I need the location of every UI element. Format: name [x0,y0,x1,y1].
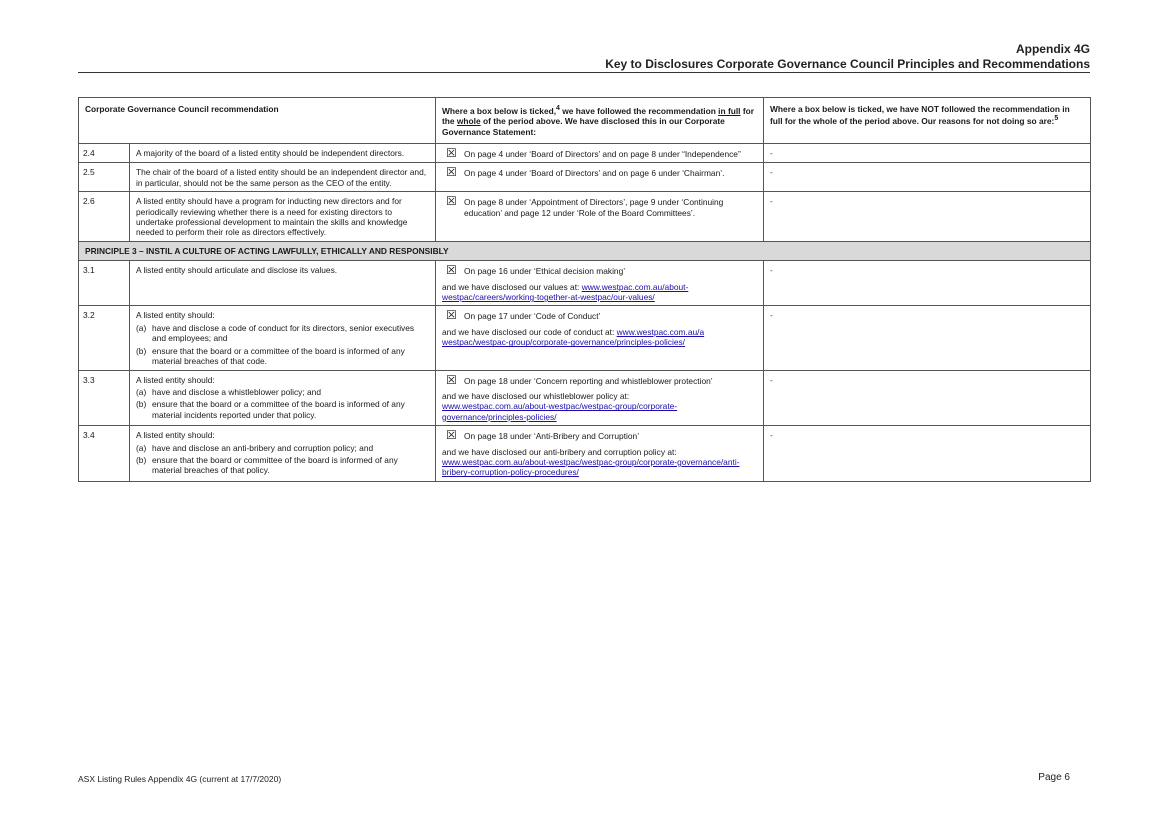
reason-cell: - [764,306,1091,370]
header-recommendation: Corporate Governance Council recommendation [79,98,436,144]
header-followed-text: of the period above. We have disclosed this in our Corporate Governance Statement: [442,116,725,137]
reason-cell: - [764,163,1091,192]
ticked-text: On page 18 under ‘Concern reporting and whistleblower protection’ [464,375,713,386]
code-of-conduct-link-part1[interactable]: www.westpac.com.au/a [616,326,705,337]
ticked-text: On page 17 under ‘Code of Conduct’ [464,311,601,322]
checked-box-icon: ☒ [446,308,457,323]
rec-intro: A listed entity should: [136,430,215,441]
checked-box-icon: ☒ [446,372,457,387]
disclosure-note [442,447,757,478]
ticked-text: On page 18 under ‘Anti-Bribery and Corruption’ [464,431,640,442]
followed-cell [436,192,764,242]
table-row [79,144,1091,163]
rec-intro: A listed entity should: [136,310,215,321]
document-title: Key to Disclosures Corporate Governance Council Principles and Recommendations [605,57,1090,71]
reason-cell: - [764,192,1091,242]
header-followed-text: Where a box below is ticked, [442,105,557,116]
header-followed-text: for the [442,105,754,127]
principle-3-heading: PRINCIPLE 3 – INSTIL A CULTURE OF ACTING LAWFULLY, ETHICALLY AND RESPONSIBLY [79,241,1091,260]
rec-item-b [136,399,429,420]
header-divider [78,72,1090,73]
item-text: have and disclose an anti-bribery and corruption policy; and [152,442,374,453]
values-link[interactable]: www.westpac.com.au/about-westpac/careers/working-together-at-westpac/our-values/ [442,281,689,303]
followed-cell [436,306,764,370]
item-text: ensure that the board or a committee of the board is informed of any material incidents reported under that policy. [152,399,405,420]
disclosure-text: and we have disclosed our anti-bribery and corruption policy at: [442,446,677,457]
header-underline-full: in full [718,105,741,116]
rec-text [130,306,436,370]
rec-item-b [136,346,429,367]
ticked-text: On page 4 under ‘Board of Directors’ and on page 6 under ‘Chairman’. [464,168,725,179]
followed-cell [436,163,764,192]
principle-3-row [79,241,1091,260]
rec-text: The chair of the board of a listed entity should be an independent director and, in particular, should not be the same person as the CEO of the entity. [130,163,436,192]
rec-number: 3.1 [79,261,130,306]
checked-box-icon: ☒ [446,146,457,161]
rec-item-b [136,455,429,476]
rec-number: 2.4 [79,144,130,163]
footnote-5: 5 [1054,115,1059,123]
header-followed-text: we have followed the recommendation [559,105,719,116]
table-row [79,163,1091,192]
rec-number: 2.6 [79,192,130,242]
item-label: (a) [136,442,147,453]
header-followed [436,98,764,144]
followed-cell [436,426,764,482]
rec-item-a [136,443,429,453]
recommendations-table [78,97,1091,482]
ticked-text: On page 8 under ‘Appointment of Directors’, page 9 under ‘Continuing education’ and page 12 under ‘Role of the Board Committees’. [464,197,724,218]
reason-cell: - [764,370,1091,426]
disclosure-note [442,391,757,422]
whistleblower-policy-link[interactable]: www.westpac.com.au/about-westpac/westpac-group/corporate-governance/principles-policies/ [442,401,678,422]
checked-box-icon: ☒ [446,428,457,443]
page-header [605,42,1090,72]
item-text: ensure that the board or a committee of the board is informed of any material breaches of that code. [152,345,405,367]
reason-cell: - [764,144,1091,163]
footnote-4: 4 [556,105,560,112]
rec-text [130,426,436,482]
reason-cell: - [764,261,1091,306]
checked-box-icon: ☒ [446,165,457,180]
header-underline-whole: whole [456,116,481,127]
rec-text: A listed entity should articulate and disclose its values. [130,261,436,306]
table-row [79,261,1091,306]
anti-bribery-policy-link[interactable]: www.westpac.com.au/about-westpac/westpac-group/corporate-governance/anti-bribery-corruption-policy-procedures/ [442,456,740,478]
reason-cell: - [764,426,1091,482]
rec-intro: A listed entity should: [136,374,215,385]
rec-number: 2.5 [79,163,130,192]
ticked-text: On page 16 under ‘Ethical decision making’ [464,266,626,277]
item-label: (a) [136,386,147,397]
disclosure-text: and we have disclosed our code of conduct at: [442,326,617,337]
item-label: (b) [136,399,147,410]
item-text: ensure that the board or committee of the board is informed of any material breaches of that policy. [152,454,398,476]
table-row [79,192,1091,242]
page-number: Page 6 [1038,772,1070,783]
followed-cell [436,261,764,306]
disclosure-text: and we have disclosed our whistleblower policy at: [442,390,630,401]
table-header-row [79,98,1091,144]
ticked-text: On page 4 under ‘Board of Directors’ and on page 8 under “Independence” [464,149,741,160]
item-text: have and disclose a whistleblower policy; and [152,386,321,397]
rec-number: 3.2 [79,306,130,370]
header-not-followed-text: Where a box below is ticked, we have NOT followed the recommendation in full for the whole of the period above. Our reasons for not doing so are: [770,104,1070,127]
item-label: (a) [136,322,147,333]
disclosure-note [442,327,757,348]
header-not-followed [764,98,1091,144]
rec-text [130,370,436,426]
rec-item-a [136,387,429,397]
followed-cell [436,144,764,163]
rec-text: A majority of the board of a listed entity should be independent directors. [130,144,436,163]
rec-item-a [136,323,429,344]
disclosure-note [442,282,757,303]
checked-box-icon: ☒ [446,263,457,278]
code-of-conduct-link-part2[interactable]: westpac/westpac-group/corporate-governance/principles-policies/ [442,337,686,348]
item-label: (b) [136,454,147,465]
rec-number: 3.3 [79,370,130,426]
followed-cell [436,370,764,426]
table-row [79,370,1091,426]
rec-number: 3.4 [79,426,130,482]
footer-source: ASX Listing Rules Appendix 4G (current at 17/7/2020) [78,774,282,784]
checked-box-icon: ☒ [446,194,457,209]
disclosure-text: and we have disclosed our values at: [442,281,582,292]
rec-text: A listed entity should have a program for inducting new directors and for periodically reviewing whether there is a need for existing directors to undertake professional development to maintain the skills and knowledge needed to perform their role as directors effectively. [130,192,436,242]
appendix-title: Appendix 4G [1015,42,1090,56]
table-row [79,306,1091,370]
item-text: have and disclose a code of conduct for its directors, senior executives and employees; and [152,322,415,344]
table-row [79,426,1091,482]
item-label: (b) [136,345,147,356]
